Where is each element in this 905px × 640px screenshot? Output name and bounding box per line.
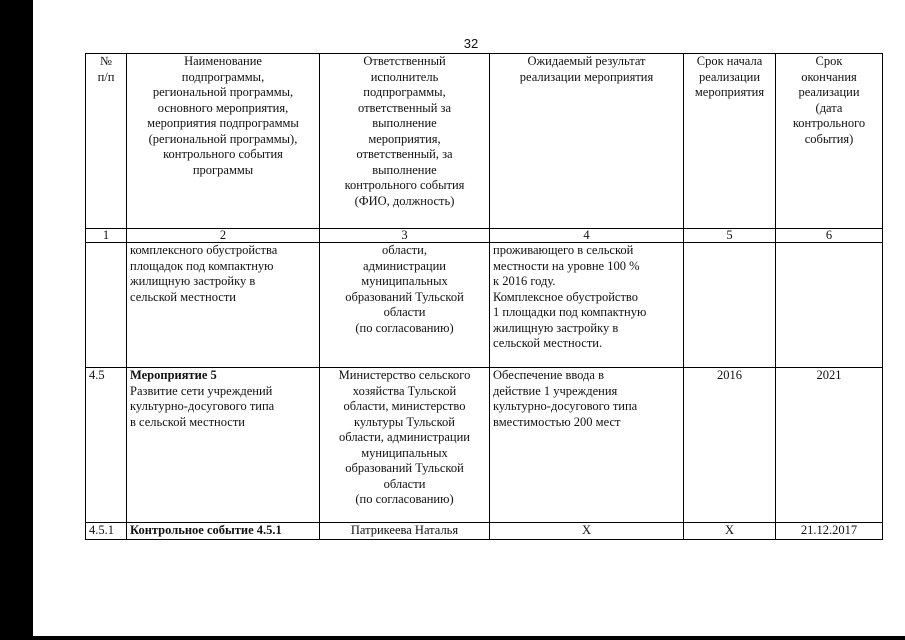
page-number: 32 [463, 36, 479, 51]
table-row [86, 368, 883, 523]
column-number: 1 [86, 229, 127, 243]
row-end: 21.12.2017 [776, 523, 883, 540]
table-row [86, 243, 883, 368]
left-scan-border [0, 0, 33, 640]
row-executor: Министерство сельского хозяйства Тульской области, министерство культуры Тульской области, администрации муниципальных образований Тульской области (по согласованию) [320, 368, 490, 523]
row-name-title: Контрольное событие 4.5.1 [130, 523, 282, 537]
row-result: проживающего в сельской местности на уровне 100 % к 2016 году. Комплексное обустройство 1 площадки под компактную жилищную застройку в сельской местности. [490, 243, 684, 368]
header-name: Наименование подпрограммы, региональной программы, основного мероприятия, мероприятия подпрограммы (региональной программы), контрольного события программы [127, 54, 320, 229]
row-result: Обеспечение ввода в действие 1 учреждения культурно-досугового типа вместимостью 200 мест [490, 368, 684, 523]
table-row [86, 523, 883, 540]
row-number: 4.5.1 [86, 523, 127, 540]
row-end [776, 243, 883, 368]
header-number: № п/п [86, 54, 127, 229]
header-result: Ожидаемый результат реализации мероприятия [490, 54, 684, 229]
row-name [127, 243, 320, 368]
row-name [127, 523, 320, 540]
row-name-title: Мероприятие 5 [130, 368, 217, 382]
bottom-scan-border [0, 636, 905, 640]
column-number: 3 [320, 229, 490, 243]
row-start: Х [684, 523, 776, 540]
header-end: Срок окончания реализации (дата контрольного события) [776, 54, 883, 229]
program-table [85, 53, 883, 540]
row-number: 4.5 [86, 368, 127, 523]
column-number: 4 [490, 229, 684, 243]
row-name [127, 368, 320, 523]
row-name-text: комплексного обустройства площадок под компактную жилищную застройку в сельской местности [130, 243, 278, 304]
header-executor: Ответственный исполнитель подпрограммы, ответственный за выполнение мероприятия, ответственный, за выполнение контрольного события (ФИО, должность) [320, 54, 490, 229]
row-executor: области, администрации муниципальных образований Тульской области (по согласованию) [320, 243, 490, 368]
table-header-row [86, 54, 883, 229]
row-number [86, 243, 127, 368]
column-number: 5 [684, 229, 776, 243]
row-result: Х [490, 523, 684, 540]
row-name-text: Развитие сети учреждений культурно-досугового типа в сельской местности [130, 383, 275, 429]
header-start: Срок начала реализации мероприятия [684, 54, 776, 229]
row-start [684, 243, 776, 368]
column-number: 2 [127, 229, 320, 243]
column-number-row [86, 229, 883, 243]
row-end: 2021 [776, 368, 883, 523]
column-number: 6 [776, 229, 883, 243]
row-start: 2016 [684, 368, 776, 523]
row-executor: Патрикеева Наталья [320, 523, 490, 540]
